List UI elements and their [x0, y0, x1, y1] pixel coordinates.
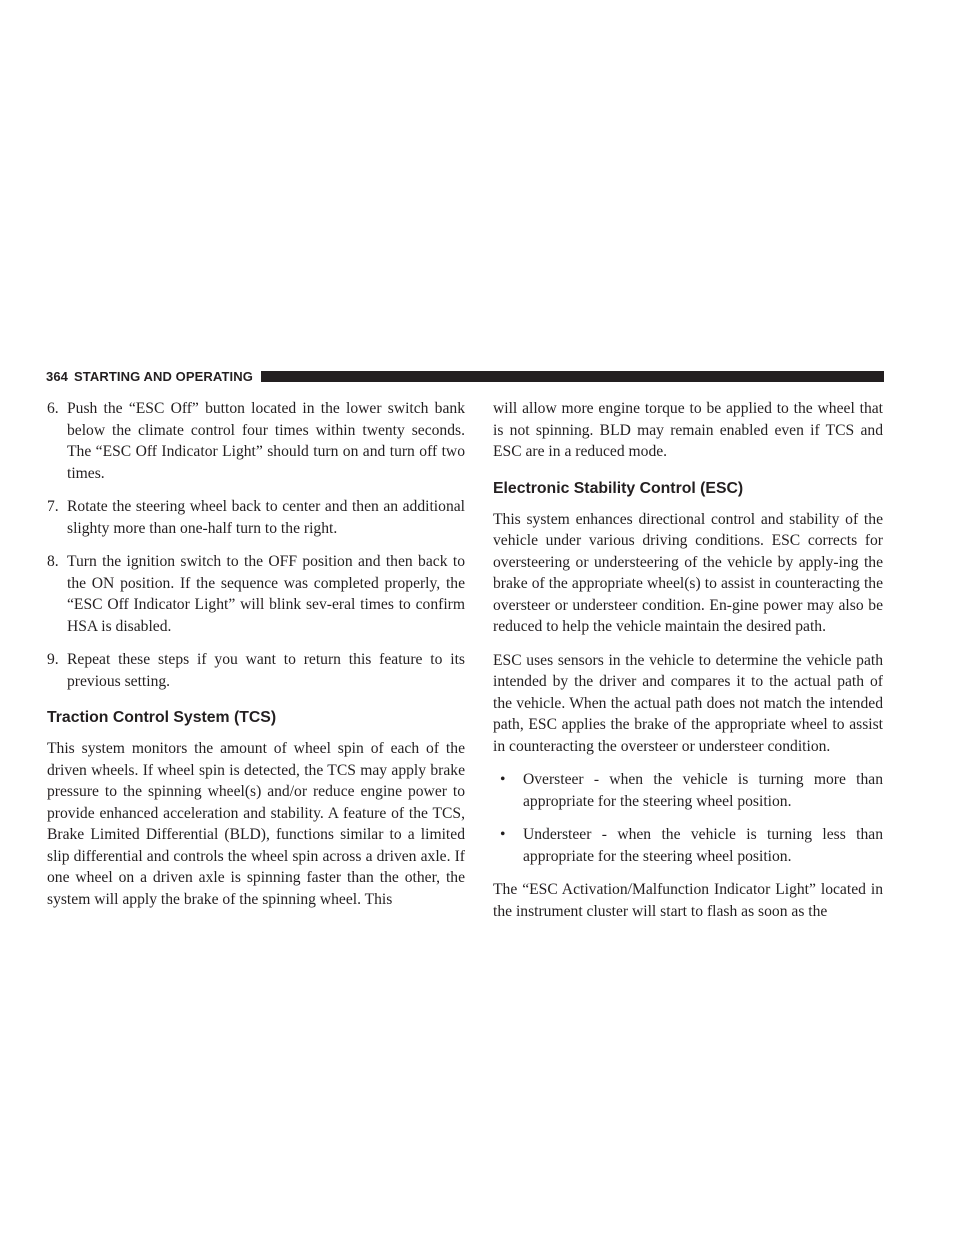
bullet-understeer — [493, 824, 883, 867]
page-number: 364 — [46, 368, 68, 384]
tcs-paragraph-continued: will allow more engine torque to be applied to the wheel that is not spinning. BLD may remain enabled even if TCS and ESC are in a reduced mode. — [493, 400, 883, 460]
step-number: 8. — [47, 553, 59, 570]
bullet-text: Understeer - when the vehicle is turning less than appropriate for the steering wheel position. — [523, 826, 883, 865]
step-6 — [47, 398, 465, 484]
bullet-text: Oversteer - when the vehicle is turning more than appropriate for the steering wheel position. — [523, 771, 883, 810]
step-text: Repeat these steps if you want to return this feature to its previous setting. — [67, 651, 465, 690]
step-8 — [47, 551, 465, 637]
step-number: 9. — [47, 651, 59, 668]
esc-paragraph-1: This system enhances directional control and stability of the vehicle under various driving conditions. ESC corrects for oversteering or understeering of the vehicle by apply-ing the brake of the appropriate wheel(s) to assist in counteracting the oversteer or understeer condition. En-gine power may also be reduced to help the vehicle maintain the desired path. — [493, 510, 883, 635]
page-header — [46, 367, 884, 385]
bullet-icon: • — [500, 771, 506, 788]
step-text: Turn the ignition switch to the OFF position and then back to the ON position. If the sequence was completed properly, the “ESC Off Indicator Light” will blink sev-eral times to confirm HSA is disabled. — [67, 553, 465, 635]
step-7 — [47, 496, 465, 539]
step-number: 6. — [47, 400, 59, 417]
step-text: Rotate the steering wheel back to center and then an additional slighty more than one-half turn to the right. — [67, 498, 465, 537]
left-column — [47, 398, 465, 922]
tcs-paragraph: This system monitors the amount of wheel spin of each of the driven wheels. If wheel spin is detected, the TCS may apply brake pressure to the spinning wheel(s) and/or reduce engine power to provide enhanced acceleration and stability. A feature of the TCS, Brake Limited Differential (BLD), functions similar to a limited slip differential and controls the wheel spin across a driven axle. If one wheel on a driven axle is spinning faster than the other, the system will apply the brake of the spinning wheel. This — [47, 740, 465, 908]
esc-paragraph-3: The “ESC Activation/Malfunction Indicator Light” located in the instrument cluster will start to flash as soon as the — [493, 881, 883, 920]
header-rule — [261, 371, 884, 382]
bullet-icon: • — [500, 826, 506, 843]
step-text: Push the “ESC Off” button located in the lower switch bank below the climate control four times within twenty seconds. The “ESC Off Indicator Light” should turn on and turn off two times. — [67, 400, 465, 482]
esc-heading: Electronic Stability Control (ESC) — [493, 479, 744, 497]
esc-paragraph-2: ESC uses sensors in the vehicle to determine the vehicle path intended by the driver and compares it to the actual path of the vehicle. When the actual path does not match the intended path, ESC applies the brake of the appropriate wheel to assist in counteracting the oversteer or understeer condition. — [493, 651, 883, 755]
tcs-heading: Traction Control System (TCS) — [47, 709, 277, 726]
section-title: STARTING AND OPERATING — [74, 368, 253, 384]
step-9 — [47, 649, 465, 692]
bullet-oversteer — [493, 769, 883, 812]
right-column — [493, 398, 883, 934]
step-number: 7. — [47, 498, 59, 515]
